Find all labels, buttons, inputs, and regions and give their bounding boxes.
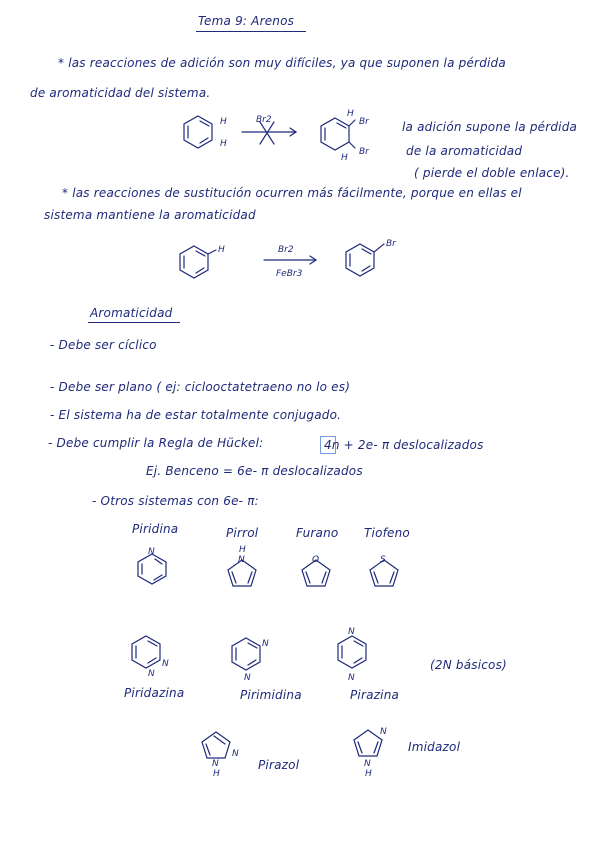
- addition-note-3: ( pierde el doble enlace).: [414, 166, 570, 180]
- substitution-line-1: * las reacciones de sustitución ocurren más fácilmente, porque en ellas el: [62, 186, 522, 200]
- prod-h-top: H: [347, 109, 354, 119]
- n-piridazina-2: N: [162, 659, 169, 669]
- label-pirazina: Pirazina: [350, 688, 400, 702]
- pirrol-structure: [218, 544, 266, 596]
- huckel-formula: 4n + 2e- π deslocalizados: [324, 438, 484, 452]
- rule-ciclico: - Debe ser cíclico: [50, 338, 157, 352]
- heading-underline: [88, 322, 180, 323]
- aromaticidad-heading: Aromaticidad: [90, 306, 173, 320]
- title-underline: [196, 31, 306, 32]
- bromobenzene-product: [340, 236, 410, 282]
- h-bottom-label: H: [220, 139, 227, 149]
- addition-note-1: la adición supone la pérdida: [402, 120, 578, 134]
- pirazol-structure: [192, 722, 252, 779]
- label-pirrol: Pirrol: [226, 526, 259, 540]
- n-imidazol-2: N: [364, 759, 371, 769]
- label-imidazol: Imidazol: [408, 740, 461, 754]
- rule-huckel: - Debe cumplir la Regla de Hückel:: [48, 436, 264, 450]
- label-piridina: Piridina: [132, 522, 179, 536]
- n-pirimidina-2: N: [244, 673, 251, 683]
- n-piridina: N: [148, 547, 155, 557]
- label-furano: Furano: [296, 526, 339, 540]
- n-piridazina-1: N: [148, 669, 155, 679]
- blocked-arrow: [238, 112, 302, 152]
- imidazol-structure: [344, 718, 400, 779]
- h-pirrol: H: [239, 545, 246, 555]
- prod-h-bottom: H: [341, 153, 348, 163]
- addition-note-2: de la aromaticidad: [406, 144, 523, 158]
- intro-line-1: * las reacciones de adición son muy difíciles, ya que suponen la pérdida: [58, 56, 506, 70]
- n-pirazina-1: N: [348, 627, 355, 637]
- furano-structure: [292, 544, 340, 596]
- label-piridazina: Piridazina: [124, 686, 185, 700]
- pirimidina-structure: [226, 632, 276, 682]
- prod-br-top: Br: [359, 117, 369, 127]
- page-title: Tema 9: Arenos: [198, 14, 295, 28]
- benzene-reactant-substitution: [176, 242, 236, 282]
- intro-line-2: de aromaticidad del sistema.: [30, 86, 211, 100]
- h-pirazol: H: [213, 769, 220, 779]
- other-systems: - Otros sistemas con 6e- π:: [92, 494, 259, 508]
- piridazina-structure: [126, 632, 176, 682]
- benzene-example: Ej. Benceno = 6e- π deslocalizados: [146, 464, 363, 478]
- n-pirazol-1: N: [212, 759, 219, 769]
- substitution-line-2: sistema mantiene la aromaticidad: [44, 208, 256, 222]
- dibromo-product: [315, 108, 385, 166]
- rule-plano: - Debe ser plano ( ej: ciclooctatetraeno no lo es): [50, 380, 351, 394]
- basic-n-note: (2N básicos): [430, 658, 507, 672]
- piridina-structure: [130, 542, 174, 590]
- n-pirimidina-1: N: [262, 639, 269, 649]
- label-pirimidina: Pirimidina: [240, 688, 302, 702]
- substitution-arrow: [258, 240, 322, 288]
- o-furano: O: [312, 555, 320, 565]
- h-imidazol: H: [365, 769, 372, 779]
- n-pirrol: N: [238, 555, 245, 565]
- h-top-label: H: [220, 117, 227, 127]
- pirazina-structure: [332, 626, 382, 682]
- tiofeno-structure: [360, 544, 408, 596]
- sub-reagent-bottom: FeBr3: [276, 269, 303, 279]
- label-tiofeno: Tiofeno: [364, 526, 410, 540]
- sub-reagent-top: Br2: [278, 245, 294, 255]
- n-imidazol-1: N: [380, 727, 387, 737]
- sub-br-label: Br: [386, 239, 396, 249]
- rule-conjugado: - El sistema ha de estar totalmente conjugado.: [50, 408, 342, 422]
- label-pirazol: Pirazol: [258, 758, 300, 772]
- benzene-reactant-addition: [180, 112, 240, 160]
- addition-reagent: Br2: [256, 115, 272, 125]
- prod-br-bottom: Br: [359, 147, 369, 157]
- n-pirazol-2: N: [232, 749, 239, 759]
- s-tiofeno: S: [380, 555, 386, 565]
- sub-h-label: H: [218, 245, 225, 255]
- n-pirazina-2: N: [348, 673, 355, 683]
